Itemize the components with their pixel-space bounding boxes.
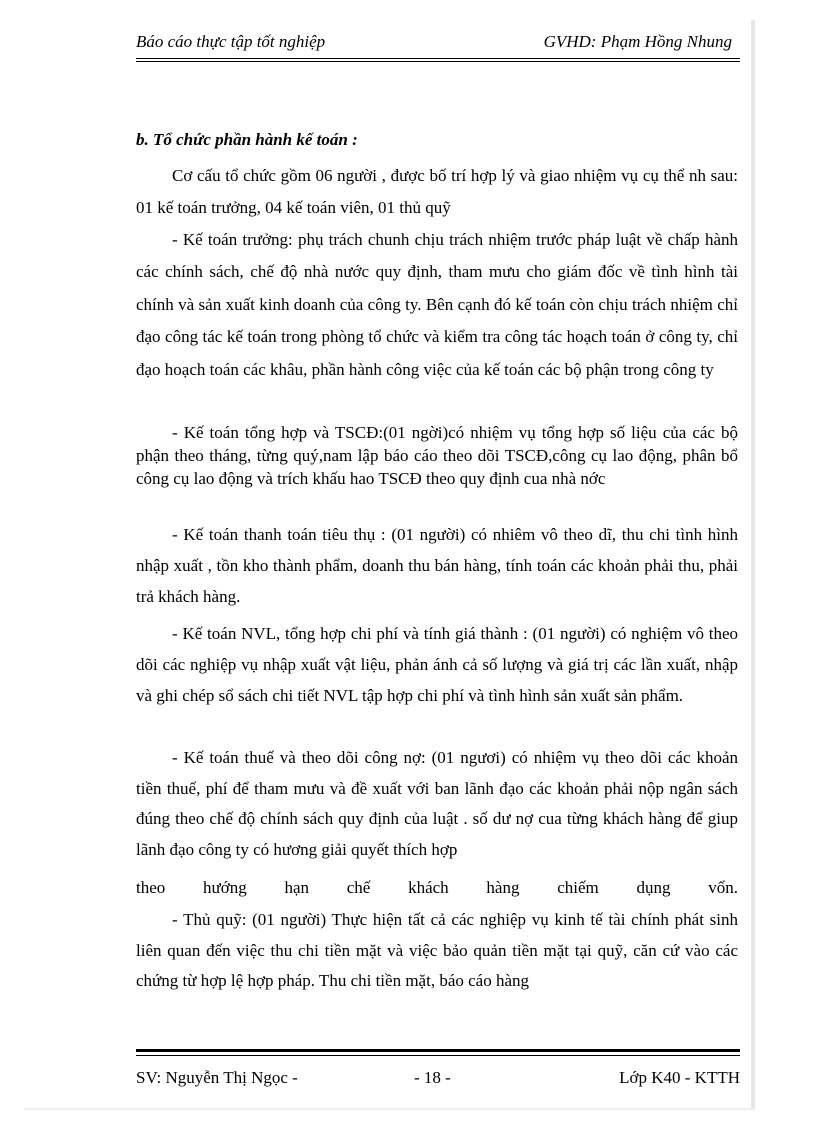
paragraph-materials-accountant: - Kế toán NVL, tổng hợp chi phí và tính giá thành : (01 người) có nghiệm vô theo dõi các nghiệp vụ nhập xuất vật liệu, phản ánh cả số lượng và giá trị các lần xuất, nhập và ghi chép sổ sách chi tiết NVL tập hợp chi phí và tình hình sản xuất sản phẩm. — [136, 624, 738, 705]
page-shadow-right — [751, 20, 755, 1110]
footer-rule-top — [136, 1049, 740, 1052]
header-rule-bottom — [136, 61, 740, 62]
header-rule-top — [136, 58, 740, 59]
paragraph-cashier: - Thủ quỹ: (01 người) Thực hiện tất cả các nghiệp vụ kinh tế tài chính phát sinh liên quan đến việc thu chi tiền mặt và việc bảo quản tiền mặt tại quỹ, căn cứ vào các chứng từ hợp lệ hợp pháp. Thu chi tiền mặt, báo cáo hàng — [136, 910, 738, 990]
paragraph-structure: Cơ cấu tổ chức gồm 06 người , được bố trí hợp lý và giao nhiệm vụ cụ thể nh sau: 01 kế toán trưởng, 04 kế toán viên, 01 thủ quỹ — [136, 166, 738, 218]
header-supervisor: GVHD: Phạm Hồng Nhung — [543, 32, 732, 51]
section-heading: b. Tổ chức phần hành kế toán : — [136, 130, 358, 149]
paragraph-tax-accountant-end: theo hướng hạn chế khách hàng chiếm dụng vốn. — [136, 878, 738, 897]
page-header — [136, 28, 740, 54]
footer-class: Lớp K40 - KTTH — [619, 1068, 740, 1087]
paragraph-chief-accountant: - Kế toán trưởng: phụ trách chunh chịu trách nhiệm trước pháp luật về chấp hành các chính sách, chế độ nhà nước quy định, tham mưu cho giám đốc về tình hình tài chính và sản xuất kinh doanh của công ty. Bên cạnh đó kế toán còn chịu trách nhiệm chỉ đạo công tác kế toán trong phòng tổ chức và kiểm tra công tác hoạch toán ở công ty, chỉ đạo hoạch toán các khâu, phần hành công việc của kế toán các bộ phận trong công ty — [136, 230, 738, 379]
page-footer — [136, 1068, 740, 1094]
paragraph-payment-accountant: - Kế toán thanh toán tiêu thụ : (01 người) có nhiêm vô theo dĩ, thu chi tình hình nhập xuất , tồn kho thành phẩm, doanh thu bán hàng, tính toán các khoản phải thu, phải trả khách hàng. — [136, 525, 738, 606]
page-shadow-bottom — [24, 1108, 755, 1110]
paragraph-tax-accountant: - Kế toán thuế và theo dõi công nợ: (01 ngươi) có nhiệm vụ theo dõi các khoản tiền thuế, phí để tham mưu và đề xuất với ban lãnh đạo các khoản phải nộp ngân sách đúng theo chế độ chính sách quy định của luật . số dư nợ cua từng khách hàng để giup lãnh đạo công ty có hương giải quyết thích hợp — [136, 748, 738, 859]
footer-rule-bottom — [136, 1055, 740, 1056]
footer-student: SV: Nguyễn Thị Ngọc - — [136, 1068, 298, 1087]
paragraph-general-accountant: - Kế toán tổng hợp và TSCĐ:(01 ngời)có nhiệm vụ tổng hợp số liệu của các bộ phận theo tháng, từng quý,nam lập báo cáo theo dõi TSCĐ,công cụ lao động, phân bổ công cụ lao động và trích khấu hao TSCĐ theo quy định cua nhà nớc — [136, 423, 738, 488]
footer-page-number: - 18 - — [414, 1068, 451, 1087]
header-report-title: Báo cáo thực tập tốt nghiệp — [136, 32, 326, 51]
